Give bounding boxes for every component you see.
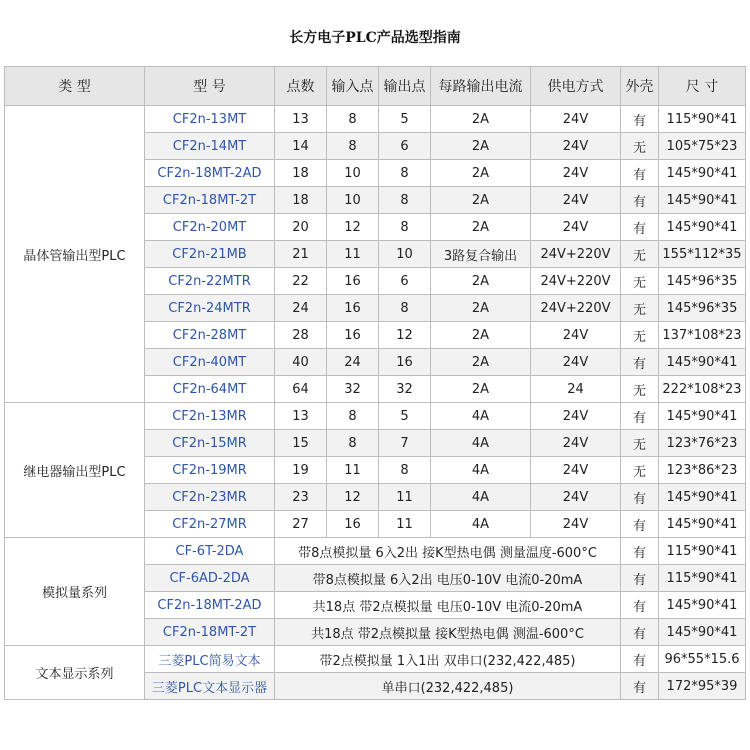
inputs-cell: 10	[327, 160, 379, 187]
description-cell: 带2点模拟量 1入1出 双串口(232,422,485)	[275, 646, 621, 673]
header-current: 每路输出电流	[431, 67, 531, 106]
points-cell: 18	[275, 187, 327, 214]
points-cell: 23	[275, 484, 327, 511]
table-header-row	[5, 67, 746, 106]
size-cell: 145*90*41	[659, 619, 746, 646]
outputs-cell: 7	[379, 430, 431, 457]
power-cell: 24V+220V	[531, 268, 621, 295]
shell-cell: 有	[621, 646, 659, 673]
model-cell: CF2n-21MB	[145, 241, 275, 268]
size-cell: 155*112*35	[659, 241, 746, 268]
category-transistor: 晶体管输出型PLC	[5, 106, 145, 403]
points-cell: 13	[275, 403, 327, 430]
category-text: 文本显示系列	[5, 646, 145, 700]
size-cell: 145*96*35	[659, 268, 746, 295]
inputs-cell: 11	[327, 457, 379, 484]
model-cell: 三菱PLC简易文本	[145, 646, 275, 673]
size-cell: 145*96*35	[659, 295, 746, 322]
size-cell: 145*90*41	[659, 214, 746, 241]
model-cell: CF2n-18MT-2T	[145, 187, 275, 214]
points-cell: 14	[275, 133, 327, 160]
inputs-cell: 8	[327, 430, 379, 457]
points-cell: 20	[275, 214, 327, 241]
power-cell: 24V	[531, 133, 621, 160]
page-title: 长方电子PLC产品选型指南	[289, 30, 461, 46]
size-cell: 145*90*41	[659, 511, 746, 538]
shell-cell: 有	[621, 187, 659, 214]
model-cell: CF2n-27MR	[145, 511, 275, 538]
power-cell: 24V	[531, 214, 621, 241]
category-analog: 模拟量系列	[5, 538, 145, 646]
size-cell: 115*90*41	[659, 106, 746, 133]
inputs-cell: 8	[327, 403, 379, 430]
outputs-cell: 16	[379, 349, 431, 376]
model-cell: CF2n-13MR	[145, 403, 275, 430]
points-cell: 22	[275, 268, 327, 295]
power-cell: 24V	[531, 403, 621, 430]
current-cell: 3路复合输出	[431, 241, 531, 268]
header-points: 点数	[275, 67, 327, 106]
model-cell: CF2n-24MTR	[145, 295, 275, 322]
points-cell: 13	[275, 106, 327, 133]
size-cell: 115*90*41	[659, 538, 746, 565]
inputs-cell: 8	[327, 133, 379, 160]
size-cell: 145*90*41	[659, 484, 746, 511]
category-relay: 继电器输出型PLC	[5, 403, 145, 538]
inputs-cell: 10	[327, 187, 379, 214]
plc-selection-table	[4, 66, 746, 700]
model-cell: 三菱PLC文本显示器	[145, 673, 275, 700]
shell-cell: 有	[621, 484, 659, 511]
model-cell: CF2n-14MT	[145, 133, 275, 160]
shell-cell: 有	[621, 511, 659, 538]
table-row	[5, 106, 746, 133]
power-cell: 24V+220V	[531, 241, 621, 268]
current-cell: 2A	[431, 349, 531, 376]
size-cell: 145*90*41	[659, 160, 746, 187]
size-cell: 145*90*41	[659, 592, 746, 619]
current-cell: 4A	[431, 457, 531, 484]
model-cell: CF2n-15MR	[145, 430, 275, 457]
points-cell: 64	[275, 376, 327, 403]
model-cell: CF-6T-2DA	[145, 538, 275, 565]
power-cell: 24V	[531, 160, 621, 187]
points-cell: 28	[275, 322, 327, 349]
size-cell: 145*90*41	[659, 349, 746, 376]
size-cell: 172*95*39	[659, 673, 746, 700]
shell-cell: 有	[621, 592, 659, 619]
outputs-cell: 5	[379, 403, 431, 430]
current-cell: 2A	[431, 295, 531, 322]
size-cell: 145*90*41	[659, 403, 746, 430]
size-cell: 123*76*23	[659, 430, 746, 457]
inputs-cell: 16	[327, 268, 379, 295]
shell-cell: 无	[621, 457, 659, 484]
header-type: 类 型	[5, 67, 145, 106]
model-cell: CF2n-28MT	[145, 322, 275, 349]
size-cell: 115*90*41	[659, 565, 746, 592]
power-cell: 24V	[531, 349, 621, 376]
model-cell: CF-6AD-2DA	[145, 565, 275, 592]
current-cell: 2A	[431, 322, 531, 349]
outputs-cell: 12	[379, 322, 431, 349]
table-row	[5, 538, 746, 565]
power-cell: 24V+220V	[531, 295, 621, 322]
header-power: 供电方式	[531, 67, 621, 106]
shell-cell: 无	[621, 241, 659, 268]
description-cell: 单串口(232,422,485)	[275, 673, 621, 700]
current-cell: 2A	[431, 133, 531, 160]
shell-cell: 有	[621, 106, 659, 133]
model-cell: CF2n-20MT	[145, 214, 275, 241]
inputs-cell: 12	[327, 214, 379, 241]
current-cell: 2A	[431, 376, 531, 403]
size-cell: 137*108*23	[659, 322, 746, 349]
size-cell: 105*75*23	[659, 133, 746, 160]
description-cell: 共18点 带2点模拟量 接K型热电偶 测温-600°C	[275, 619, 621, 646]
inputs-cell: 16	[327, 322, 379, 349]
points-cell: 19	[275, 457, 327, 484]
description-cell: 带8点模拟量 6入2出 接K型热电偶 测量温度-600°C	[275, 538, 621, 565]
outputs-cell: 5	[379, 106, 431, 133]
current-cell: 4A	[431, 484, 531, 511]
shell-cell: 有	[621, 214, 659, 241]
outputs-cell: 8	[379, 160, 431, 187]
shell-cell: 有	[621, 673, 659, 700]
inputs-cell: 32	[327, 376, 379, 403]
model-cell: CF2n-13MT	[145, 106, 275, 133]
outputs-cell: 6	[379, 133, 431, 160]
size-cell: 123*86*23	[659, 457, 746, 484]
model-cell: CF2n-19MR	[145, 457, 275, 484]
inputs-cell: 16	[327, 511, 379, 538]
inputs-cell: 8	[327, 106, 379, 133]
outputs-cell: 11	[379, 511, 431, 538]
inputs-cell: 16	[327, 295, 379, 322]
model-cell: CF2n-40MT	[145, 349, 275, 376]
table-row	[5, 403, 746, 430]
shell-cell: 无	[621, 295, 659, 322]
power-cell: 24V	[531, 106, 621, 133]
outputs-cell: 8	[379, 214, 431, 241]
current-cell: 2A	[431, 106, 531, 133]
model-cell: CF2n-18MT-2AD	[145, 592, 275, 619]
current-cell: 4A	[431, 511, 531, 538]
header-size: 尺 寸	[659, 67, 746, 106]
model-cell: CF2n-64MT	[145, 376, 275, 403]
model-cell: CF2n-18MT-2T	[145, 619, 275, 646]
shell-cell: 有	[621, 538, 659, 565]
shell-cell: 无	[621, 430, 659, 457]
current-cell: 4A	[431, 430, 531, 457]
model-cell: CF2n-18MT-2AD	[145, 160, 275, 187]
description-cell: 带8点模拟量 6入2出 电压0-10V 电流0-20mA	[275, 565, 621, 592]
points-cell: 18	[275, 160, 327, 187]
power-cell: 24V	[531, 457, 621, 484]
outputs-cell: 8	[379, 295, 431, 322]
outputs-cell: 10	[379, 241, 431, 268]
outputs-cell: 11	[379, 484, 431, 511]
outputs-cell: 32	[379, 376, 431, 403]
outputs-cell: 6	[379, 268, 431, 295]
current-cell: 2A	[431, 268, 531, 295]
points-cell: 40	[275, 349, 327, 376]
points-cell: 24	[275, 295, 327, 322]
current-cell: 2A	[431, 160, 531, 187]
inputs-cell: 12	[327, 484, 379, 511]
current-cell: 4A	[431, 403, 531, 430]
shell-cell: 无	[621, 133, 659, 160]
outputs-cell: 8	[379, 187, 431, 214]
inputs-cell: 24	[327, 349, 379, 376]
points-cell: 15	[275, 430, 327, 457]
shell-cell: 有	[621, 565, 659, 592]
current-cell: 2A	[431, 187, 531, 214]
shell-cell: 有	[621, 403, 659, 430]
description-cell: 共18点 带2点模拟量 电压0-10V 电流0-20mA	[275, 592, 621, 619]
outputs-cell: 8	[379, 457, 431, 484]
power-cell: 24V	[531, 187, 621, 214]
header-shell: 外壳	[621, 67, 659, 106]
shell-cell: 无	[621, 268, 659, 295]
size-cell: 96*55*15.6	[659, 646, 746, 673]
points-cell: 21	[275, 241, 327, 268]
shell-cell: 有	[621, 619, 659, 646]
power-cell: 24	[531, 376, 621, 403]
power-cell: 24V	[531, 484, 621, 511]
model-cell: CF2n-22MTR	[145, 268, 275, 295]
header-inputs: 输入点	[327, 67, 379, 106]
table-row	[5, 646, 746, 673]
current-cell: 2A	[431, 214, 531, 241]
header-outputs: 输出点	[379, 67, 431, 106]
model-cell: CF2n-23MR	[145, 484, 275, 511]
header-model: 型 号	[145, 67, 275, 106]
power-cell: 24V	[531, 511, 621, 538]
shell-cell: 无	[621, 376, 659, 403]
inputs-cell: 11	[327, 241, 379, 268]
size-cell: 222*108*23	[659, 376, 746, 403]
shell-cell: 无	[621, 322, 659, 349]
shell-cell: 有	[621, 160, 659, 187]
points-cell: 27	[275, 511, 327, 538]
power-cell: 24V	[531, 322, 621, 349]
size-cell: 145*90*41	[659, 187, 746, 214]
shell-cell: 有	[621, 349, 659, 376]
power-cell: 24V	[531, 430, 621, 457]
